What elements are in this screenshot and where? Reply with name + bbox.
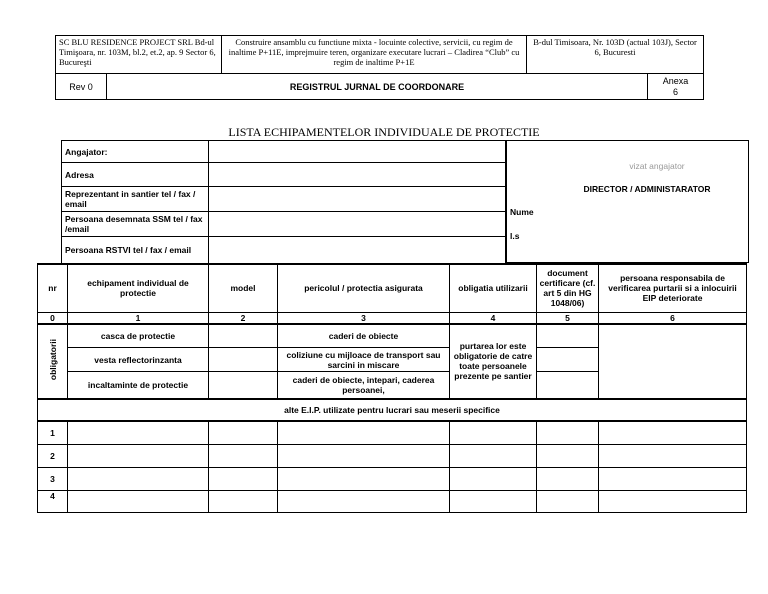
register-title: REGISTRUL JURNAL DE COORDONARE [107,73,648,99]
row-number: 4 [38,491,68,513]
mandatory-row [38,324,747,348]
col-number-row [38,312,747,324]
director-label: DIRECTOR / ADMINISTARATOR [583,184,711,194]
address-row [61,162,506,186]
model-cell [209,324,278,348]
mandatory-label: obligatorii [47,339,58,381]
mandatory-group-cell [38,324,68,399]
annex-label: Anexa [662,76,689,86]
certificate-cell [537,324,599,348]
annex-value: 6 [672,87,678,97]
list-title: LISTA ECHIPAMENTELOR INDIVIDUALE DE PROTECTIE [228,125,540,139]
other-eip-label: alte E.I.P. utilizate pentru lucrari sau meserii specifice [38,399,747,421]
table-row [38,421,747,445]
col-header-responsible: persoana responsabila de verificarea purtarii si a inlocuirii EIP deteriorate [599,264,747,312]
ssm-row [61,211,506,236]
seal-label: l.s [510,231,520,241]
address-label: Adresa [62,163,209,186]
hazard-cell: coliziune cu mijloace de transport sau sarcini in miscare [278,348,450,372]
col-number: 1 [68,312,209,324]
annex-number [648,73,703,99]
representative-row [61,186,506,211]
col-header-obligation: obligatia utilizarii [450,264,537,312]
row-number: 3 [38,468,68,491]
employer-label: Angajator: [62,141,209,162]
certificate-cell [537,348,599,372]
col-header-certificate: document certificare (cf. art 5 din HG 1048/06) [537,264,599,312]
revision: Rev 0 [56,73,107,99]
name-label: Nume [510,207,534,217]
visa-label: vizat angajator [629,161,685,171]
employer-block [61,140,749,263]
rstvi-row [61,236,506,263]
header-row [38,264,747,312]
row-number: 2 [38,445,68,468]
employer-row [61,140,506,162]
row-number: 1 [38,421,68,445]
equipment-cell: vesta reflectorinzanta [68,348,209,372]
hazard-cell: caderi de obiecte [278,324,450,348]
col-number: 5 [537,312,599,324]
col-header-hazard: pericolul / protectia asigurata [278,264,450,312]
equipment-cell: incaltaminte de protectie [68,372,209,399]
hazard-cell: caderi de obiecte, intepari, caderea persoanei, [278,372,450,399]
col-number: 3 [278,312,450,324]
table-row [38,491,747,513]
model-cell [209,372,278,399]
ssm-label: Persoana desemnata SSM tel / fax /email [62,212,209,236]
table-row [38,468,747,491]
project-address: B-dul Timisoara, Nr. 103D (actual 103J), Sector 6, Bucuresti [533,37,697,57]
model-cell [209,348,278,372]
document-header [55,35,704,100]
col-header-nr: nr [38,264,68,312]
col-number: 0 [38,312,68,324]
obligation-cell: purtarea lor este obligatorie de catre toate persoanele prezente pe santier [450,324,537,399]
other-eip-row [38,399,747,421]
rstvi-label: Persoana RSTVI tel / fax / email [62,237,209,263]
company-info: SC BLU RESIDENCE PROJECT SRL Bd-ul Timişoara, nr. 103M, bl.2, et.2, ap. 9 Sector 6, Bucureşti [56,36,222,73]
representative-label: Reprezentant in santier tel / fax / email [62,187,209,211]
equipment-cell: casca de protectie [68,324,209,348]
col-header-model: model [209,264,278,312]
project-description: Construire ansamblu cu functiune mixta - locuinte colective, servicii, cu regim de inaltime P+11E, imprejmuire teren, organizare executare lucrari – Cladirea “Club” cu regim de inaltime P+1E [222,36,527,73]
ppe-table [37,263,747,513]
responsible-cell [599,324,747,399]
signature-box [506,140,749,263]
col-number: 4 [450,312,537,324]
table-row [38,445,747,468]
col-header-equipment: echipament individual de protectie [68,264,209,312]
col-number: 2 [209,312,278,324]
certificate-cell [537,372,599,399]
col-number: 6 [599,312,747,324]
